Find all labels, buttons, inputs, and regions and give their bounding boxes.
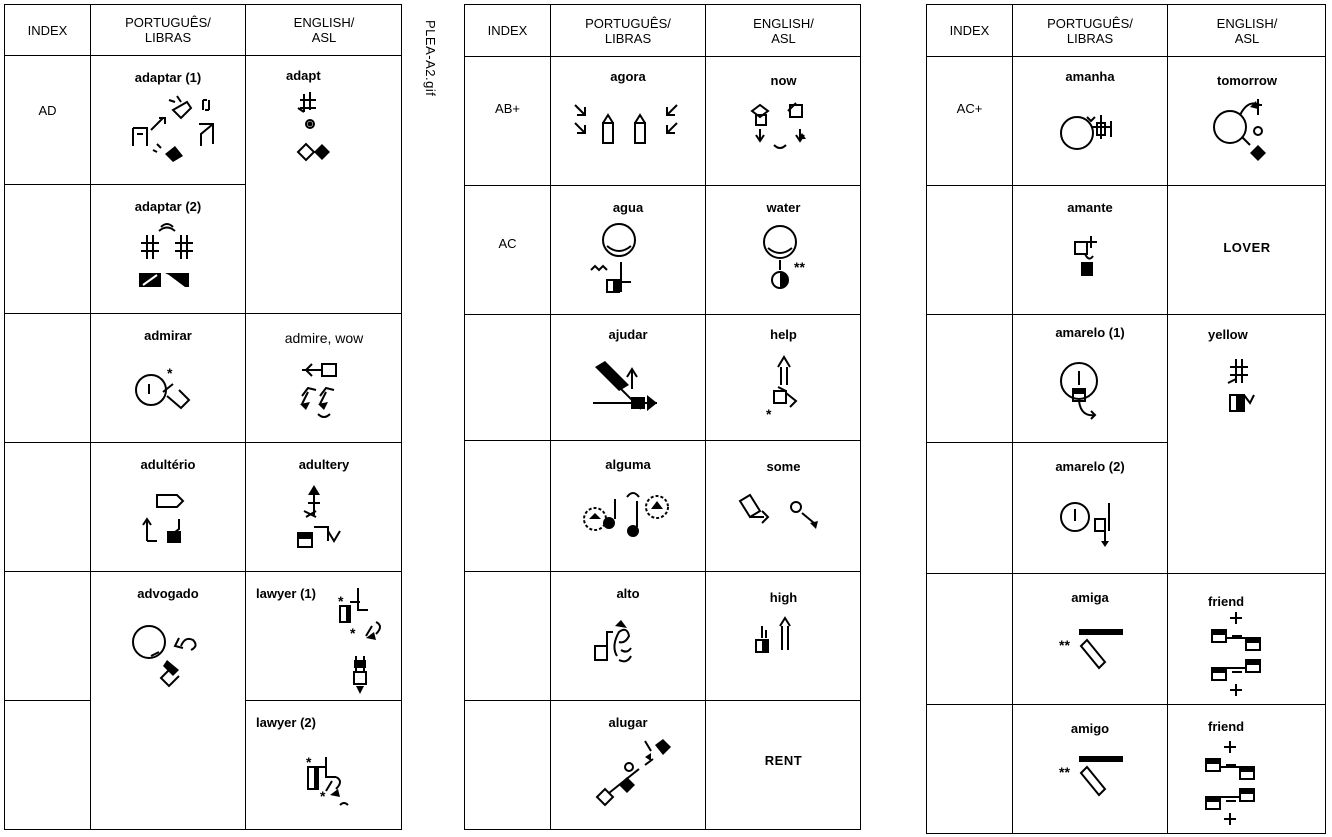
index-cell — [927, 443, 1013, 574]
index-cell — [5, 443, 91, 572]
portuguese-sign-cell — [551, 186, 706, 315]
index-cell — [5, 572, 91, 701]
english-sign-cell — [1168, 186, 1326, 315]
sign-glyph-icon — [139, 491, 199, 547]
index-cell: AB+ — [465, 57, 551, 186]
sign-glyph-icon — [336, 582, 392, 697]
english-word: RENT — [764, 753, 803, 768]
english-sign-cell — [1168, 315, 1326, 574]
index-cell — [927, 574, 1013, 705]
index-cell: AC+ — [927, 57, 1013, 186]
sign-glyph-icon — [131, 622, 211, 692]
sign-glyph-icon — [1224, 355, 1264, 419]
english-word: admire, wow — [284, 330, 364, 346]
sign-glyph-icon — [736, 493, 826, 533]
index-cell — [5, 185, 91, 314]
sign-glyph-icon — [1071, 232, 1111, 282]
portuguese-word: ajudar — [608, 327, 648, 342]
portuguese-sign-cell — [91, 314, 246, 443]
portuguese-word: amante — [1067, 200, 1113, 215]
sign-glyph-icon — [129, 92, 219, 172]
portuguese-sign-cell — [551, 441, 706, 572]
sign-glyph-icon — [752, 616, 802, 656]
index-cell — [5, 701, 91, 829]
portuguese-sign-cell — [551, 315, 706, 441]
sign-glyph-icon — [591, 616, 651, 676]
portuguese-word: alugar — [608, 715, 648, 730]
portuguese-sign-cell — [91, 572, 246, 829]
portuguese-sign-cell — [551, 57, 706, 186]
sign-glyph-icon — [296, 90, 336, 170]
sign-glyph-icon — [589, 222, 659, 294]
sign-glyph-icon — [1057, 105, 1127, 165]
portuguese-sign-cell — [1013, 315, 1168, 443]
portuguese-sign-cell — [551, 572, 706, 701]
header-english: ENGLISH/ ASL — [1168, 5, 1326, 57]
sign-table-3 — [926, 4, 1326, 834]
english-sign-cell — [246, 572, 402, 701]
portuguese-word: agua — [612, 200, 644, 215]
sign-glyph-icon — [591, 359, 671, 419]
header-english: ENGLISH/ ASL — [706, 5, 861, 57]
sign-glyph-icon — [1057, 359, 1117, 423]
svg-text:*: * — [320, 788, 326, 804]
sign-glyph-icon — [760, 224, 830, 294]
sign-glyph-icon — [1208, 608, 1278, 698]
index-cell: AD — [5, 56, 91, 185]
index-cell — [927, 315, 1013, 443]
english-sign-cell — [246, 56, 402, 314]
portuguese-word: amarelo (2) — [1055, 459, 1125, 474]
sign-glyph-icon — [748, 95, 818, 155]
english-sign-cell — [706, 315, 861, 441]
sign-glyph-icon — [581, 487, 671, 547]
sign-glyph-icon — [294, 483, 354, 553]
portuguese-word: alto — [616, 586, 640, 601]
portuguese-sign-cell — [551, 701, 706, 829]
header-portuguese: PORTUGUÊS/ LIBRAS — [91, 5, 246, 56]
svg-text:**: ** — [794, 259, 805, 275]
english-word: adapt — [286, 68, 321, 83]
sign-glyph-icon — [133, 366, 203, 416]
english-sign-cell — [706, 186, 861, 315]
sign-table-2 — [464, 4, 861, 830]
portuguese-sign-cell — [91, 185, 246, 314]
header-index: INDEX — [465, 5, 551, 57]
english-word: now — [770, 73, 797, 88]
english-word: help — [770, 327, 797, 342]
portuguese-word: amanha — [1065, 69, 1115, 84]
english-sign-cell — [706, 701, 861, 829]
svg-text:*: * — [167, 365, 173, 381]
portuguese-word: adultério — [140, 457, 196, 472]
index-cell — [5, 314, 91, 443]
portuguese-sign-cell — [1013, 705, 1168, 833]
sign-table-1 — [4, 4, 402, 830]
sign-glyph-icon — [1059, 624, 1129, 684]
english-sign-cell — [1168, 705, 1326, 833]
portuguese-word: adaptar (1) — [134, 70, 202, 85]
sign-glyph-icon — [302, 749, 358, 813]
svg-text:*: * — [766, 406, 772, 422]
english-word: LOVER — [1223, 240, 1271, 255]
index-cell — [465, 572, 551, 701]
sign-glyph-icon — [1059, 499, 1119, 555]
portuguese-sign-cell — [1013, 186, 1168, 315]
english-word: adultery — [298, 457, 350, 472]
english-sign-cell — [1168, 574, 1326, 705]
sign-glyph-icon — [1202, 737, 1272, 827]
sign-glyph-icon — [595, 739, 685, 811]
portuguese-word: amarelo (1) — [1055, 325, 1125, 340]
portuguese-word: adaptar (2) — [134, 199, 202, 214]
portuguese-sign-cell — [1013, 574, 1168, 705]
english-sign-cell — [1168, 57, 1326, 186]
header-english: ENGLISH/ ASL — [246, 5, 402, 56]
english-word: lawyer (1) — [256, 586, 316, 601]
english-word: lawyer (2) — [256, 715, 316, 730]
header-index: INDEX — [927, 5, 1013, 57]
portuguese-word: agora — [610, 69, 646, 84]
header-index: INDEX — [5, 5, 91, 56]
english-sign-cell — [246, 314, 402, 443]
english-sign-cell — [246, 443, 402, 572]
english-sign-cell — [246, 701, 402, 829]
sign-glyph-icon — [1210, 95, 1280, 175]
sign-glyph-icon — [135, 221, 205, 293]
portuguese-word: amiga — [1071, 590, 1109, 605]
sign-glyph-icon — [762, 353, 812, 423]
english-word: friend — [1208, 594, 1245, 609]
english-word: some — [766, 459, 801, 474]
portuguese-sign-cell — [91, 443, 246, 572]
portuguese-sign-cell — [91, 56, 246, 185]
english-word: tomorrow — [1217, 73, 1277, 88]
english-word: yellow — [1208, 327, 1248, 342]
svg-text:**: ** — [1059, 764, 1070, 780]
index-cell — [927, 705, 1013, 833]
portuguese-word: alguma — [605, 457, 651, 472]
sign-glyph-icon — [298, 358, 348, 428]
portuguese-word: amigo — [1070, 721, 1110, 736]
index-cell — [927, 186, 1013, 315]
portuguese-word: admirar — [144, 328, 192, 343]
portuguese-sign-cell — [1013, 443, 1168, 574]
header-portuguese: PORTUGUÊS/ LIBRAS — [1013, 5, 1168, 57]
sign-glyph-icon — [1059, 753, 1129, 813]
index-cell — [465, 441, 551, 572]
svg-text:*: * — [338, 593, 344, 609]
portuguese-word: advogado — [137, 586, 199, 601]
english-sign-cell — [706, 441, 861, 572]
english-word: water — [766, 200, 801, 215]
file-name-label: PLEA-A2.gif — [423, 20, 438, 97]
english-word: high — [769, 590, 798, 605]
index-cell: AC — [465, 186, 551, 315]
english-word: friend — [1208, 719, 1245, 734]
index-cell — [465, 315, 551, 441]
english-sign-cell — [706, 57, 861, 186]
header-portuguese: PORTUGUÊS/ LIBRAS — [551, 5, 706, 57]
svg-text:*: * — [306, 754, 312, 770]
svg-text:*: * — [350, 625, 356, 641]
index-cell — [465, 701, 551, 829]
english-sign-cell — [706, 572, 861, 701]
sign-glyph-icon — [571, 101, 681, 151]
portuguese-sign-cell — [1013, 57, 1168, 186]
svg-text:**: ** — [1059, 637, 1070, 653]
